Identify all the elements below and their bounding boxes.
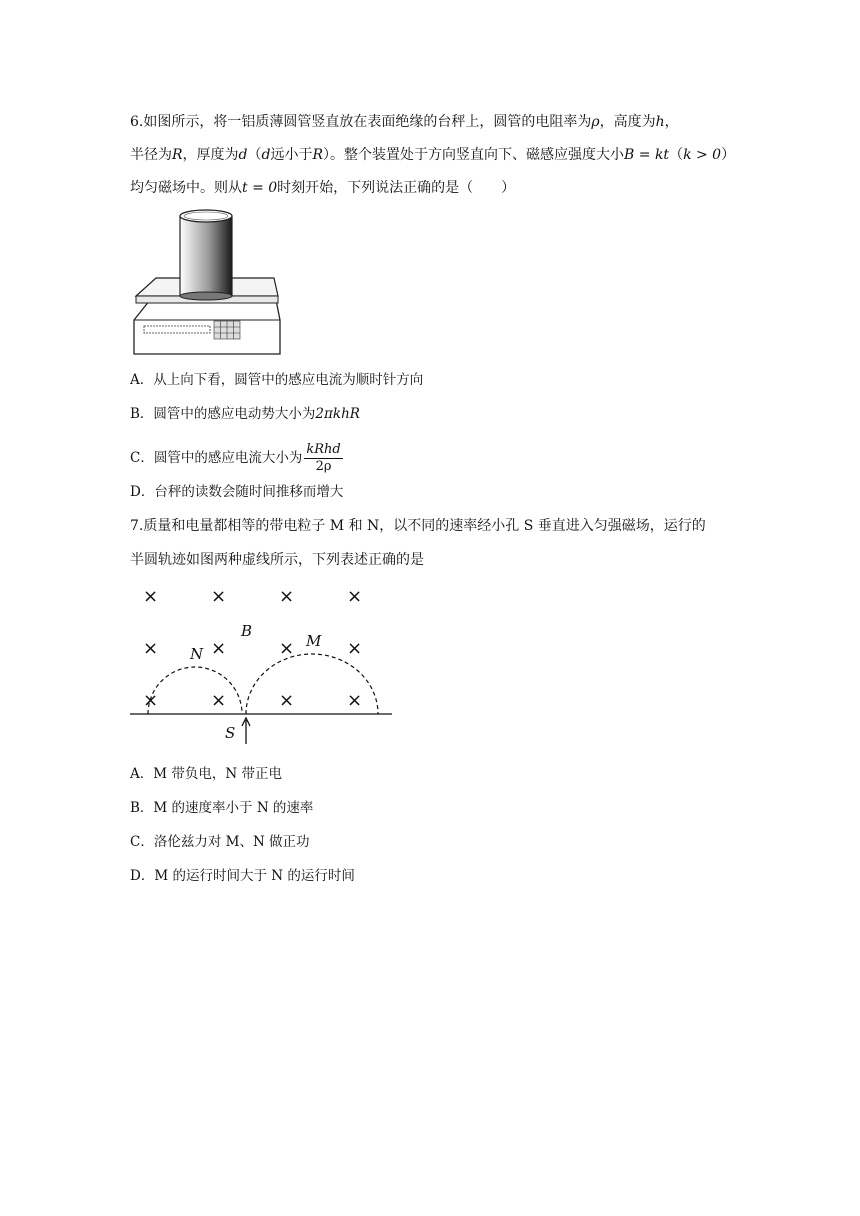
cross-mark: ×	[143, 638, 159, 659]
fraction-numerator: kRhd	[306, 442, 341, 457]
label-b: B	[241, 622, 253, 640]
q6-text: 半径为	[130, 147, 172, 163]
cross-mark: ×	[279, 690, 295, 711]
cross-mark: ×	[347, 586, 363, 607]
q6-text: （	[247, 147, 262, 163]
R-symbol: R	[312, 147, 324, 163]
rho-symbol: ρ	[591, 114, 600, 130]
q6-text: 远小于	[270, 147, 313, 163]
q6-text: 时刻开始，下列说法正确的是（ ）	[277, 180, 516, 196]
q6-option-c-text: C．圆管中的感应电流大小为	[130, 450, 303, 466]
q7-option-d: D．M 的运行时间大于 N 的运行时间	[130, 868, 355, 884]
t-zero: t = 0	[242, 180, 278, 196]
q6-text: ，厚度为	[182, 147, 239, 163]
fraction-denominator: 2ρ	[315, 459, 332, 474]
label-m: M	[306, 632, 322, 650]
q6-option-b-text: B．圆管中的感应电动势大小为	[130, 406, 316, 422]
cross-mark: ×	[347, 638, 363, 659]
cross-mark: ×	[279, 586, 295, 607]
q6-text: ，高度为	[599, 114, 656, 130]
q6-stem-line-3	[130, 178, 515, 198]
q6-option-c	[130, 442, 343, 475]
q7-option-b: B．M 的速度率小于 N 的速率	[130, 800, 314, 816]
q6-text: （	[669, 147, 684, 163]
q6-option-c-fraction	[304, 442, 342, 475]
entry-arrow-icon	[242, 718, 250, 744]
cross-mark: ×	[347, 690, 363, 711]
field-crosses	[143, 586, 362, 711]
h-symbol: h	[655, 114, 665, 130]
cross-mark: ×	[143, 690, 159, 711]
formula-B: B = kt	[624, 147, 670, 163]
q6-text: ）	[721, 147, 736, 163]
q6-text: 6.如图所示，将一铝质薄圆管竖直放在表面绝缘的台秤上，圆管的电阻率为	[130, 114, 592, 130]
cross-mark: ×	[143, 586, 159, 607]
label-n: N	[190, 645, 204, 663]
q6-text: ）。整个装置处于方向竖直向下、磁感应强度大小	[323, 147, 625, 163]
cross-mark: ×	[279, 638, 295, 659]
scale-with-cylinder-figure	[128, 208, 288, 358]
q6-stem-line-2	[130, 145, 735, 165]
q7-stem-line-1: 7.质量和电量都相等的带电粒子 M 和 N，以不同的速率经小孔 S 垂直进入匀强磁场，运行的	[130, 518, 706, 534]
trajectory-n	[148, 667, 242, 714]
cross-mark: ×	[211, 586, 227, 607]
R-symbol: R	[172, 147, 183, 163]
k-condition: k > 0	[683, 147, 722, 163]
q6-option-d: D．台秤的读数会随时间推移而增大	[130, 484, 344, 500]
d-symbol: d	[261, 147, 271, 163]
d-symbol: d	[238, 147, 248, 163]
q7-stem-line-2: 半圆轨迹如图两种虚线所示，下列表述正确的是	[130, 552, 424, 568]
cross-mark: ×	[211, 638, 227, 659]
q7-option-a: A．M 带负电，N 带正电	[130, 766, 282, 782]
q6-stem-line-1	[130, 112, 679, 132]
q6-text: ，	[664, 114, 679, 130]
q6-text: 均匀磁场中。则从	[130, 180, 242, 196]
q7-option-c: C．洛伦兹力对 M、N 做正功	[130, 834, 310, 850]
q6-option-a: A．从上向下看，圆管中的感应电流为顺时针方向	[130, 372, 424, 388]
q6-option-b-formula: 2πkhR	[315, 406, 360, 422]
q6-option-b	[130, 404, 360, 424]
magnetic-field-diagram	[128, 582, 398, 747]
label-s: S	[225, 724, 236, 742]
cross-mark: ×	[211, 690, 227, 711]
